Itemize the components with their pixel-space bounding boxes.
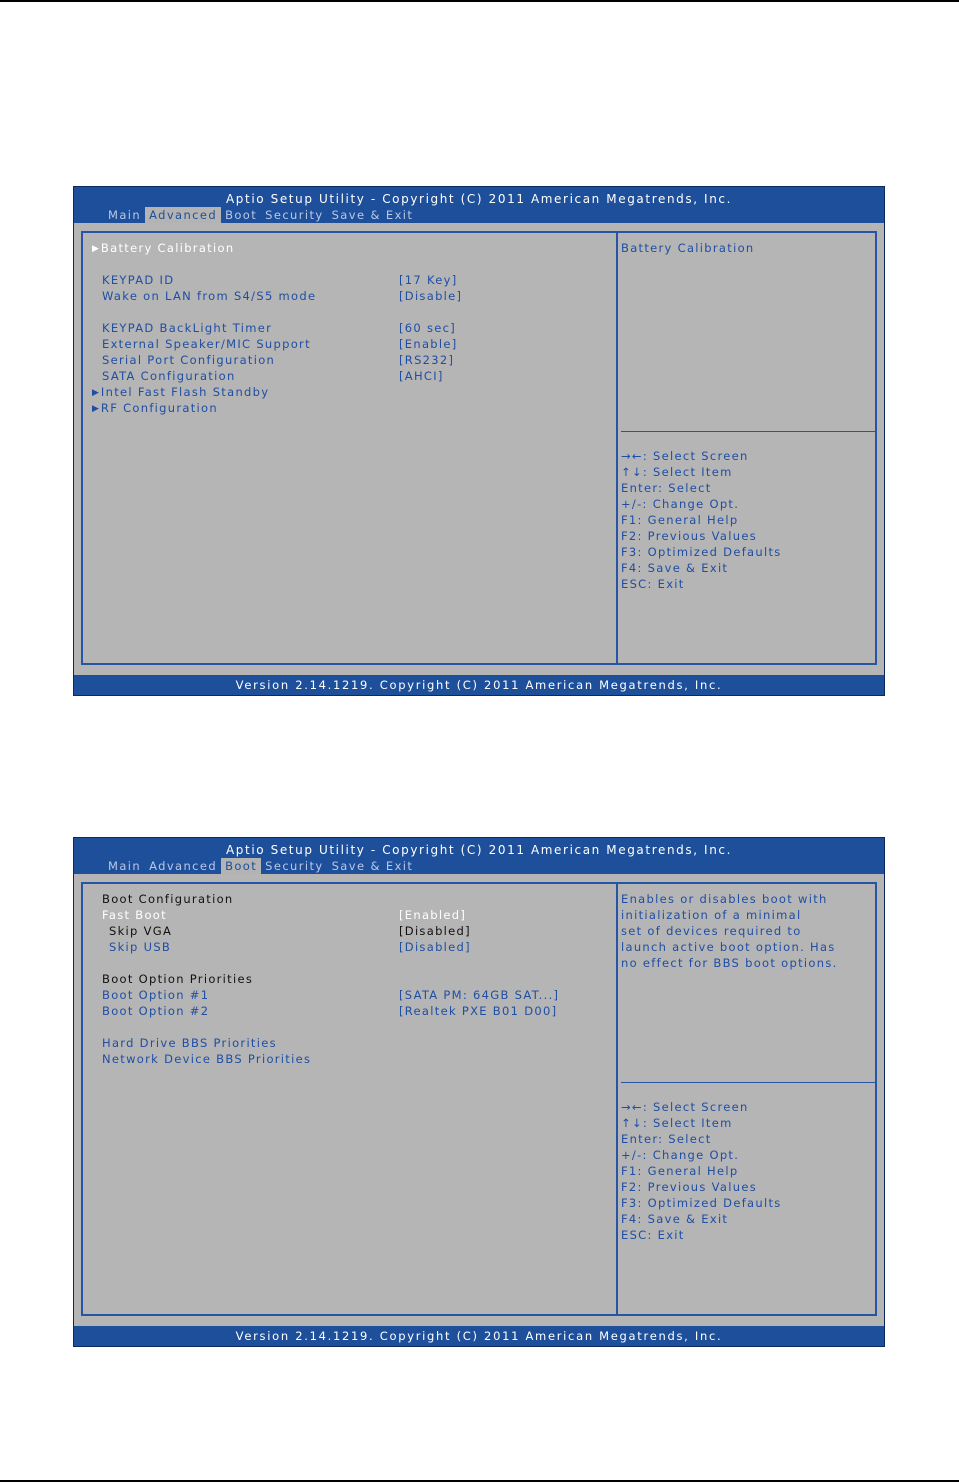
help-line: set of devices required to — [621, 924, 802, 938]
key-help-list — [621, 1099, 782, 1243]
help-separator — [621, 431, 877, 432]
bios-title: Aptio Setup Utility - Copyright (C) 2011 American Megatrends, Inc. — [225, 192, 733, 206]
key-help-line: Enter: Select — [621, 1132, 712, 1146]
submenu-arrow-icon: ▶ — [92, 244, 99, 254]
tab-security[interactable]: Security — [265, 859, 324, 873]
key-help-line: ↑↓: Select Item — [621, 465, 733, 479]
key-help-line: F2: Previous Values — [621, 529, 757, 543]
setting-boot-option-2-label[interactable]: Boot Option #2 — [102, 1004, 210, 1018]
key-help-line: F1: General Help — [621, 513, 739, 527]
bios-footer: Version 2.14.1219. Copyright (C) 2011 American Megatrends, Inc. — [235, 678, 723, 692]
setting-fast-boot-label[interactable]: Fast Boot — [102, 908, 167, 922]
key-help-line: F2: Previous Values — [621, 1180, 757, 1194]
bios-footer: Version 2.14.1219. Copyright (C) 2011 American Megatrends, Inc. — [235, 1329, 723, 1343]
setting-fast-boot-value[interactable]: [Enabled] — [399, 908, 467, 922]
key-help-line: ESC: Exit — [621, 1228, 685, 1242]
menu-item-rf-configuration[interactable]: ▶ RF Configuration — [92, 401, 218, 415]
settings-frame — [81, 882, 877, 1316]
key-help-line: F4: Save & Exit — [621, 1212, 729, 1226]
help-line: launch active boot option. Has — [621, 940, 836, 954]
panel-divider — [616, 233, 618, 663]
page-top-rule — [0, 0, 959, 2]
setting-skip-usb-value[interactable]: [Disabled] — [399, 940, 471, 954]
key-help-line: F1: General Help — [621, 1164, 739, 1178]
key-help-line: F4: Save & Exit — [621, 561, 729, 575]
bios-title: Aptio Setup Utility - Copyright (C) 2011 American Megatrends, Inc. — [225, 843, 733, 857]
key-help-line: +/-: Change Opt. — [621, 1148, 740, 1162]
help-text — [621, 240, 755, 256]
setting-skip-usb-label[interactable]: Skip USB — [109, 940, 172, 954]
section-boot-option-priorities: Boot Option Priorities — [102, 972, 254, 986]
tab-advanced[interactable]: Advanced — [145, 207, 221, 223]
tab-main[interactable]: Main — [108, 859, 142, 873]
setting-external-speaker-label[interactable]: External Speaker/MIC Support — [102, 337, 311, 351]
menu-item-network-device-bbs[interactable]: Network Device BBS Priorities — [102, 1052, 312, 1066]
tab-security[interactable]: Security — [265, 208, 324, 222]
setting-skip-vga-label[interactable]: Skip VGA — [109, 924, 173, 938]
setting-keypad-id-label[interactable]: KEYPAD ID — [102, 273, 175, 287]
settings-panel — [74, 223, 884, 675]
setting-serial-port-label[interactable]: Serial Port Configuration — [102, 353, 276, 367]
submenu-arrow-icon: ▶ — [92, 404, 99, 414]
submenu-arrow-icon: ▶ — [92, 388, 99, 398]
help-line: Battery Calibration — [621, 241, 755, 255]
setting-sata-configuration-value[interactable]: [AHCI] — [399, 369, 444, 383]
tab-save-exit[interactable]: Save & Exit — [331, 859, 414, 873]
panel-divider — [616, 884, 618, 1314]
settings-frame — [81, 231, 877, 665]
setting-external-speaker-value[interactable]: [Enable] — [399, 337, 458, 351]
bios-screen-advanced — [73, 186, 885, 696]
key-help-list — [621, 448, 782, 592]
tab-boot[interactable]: Boot — [225, 208, 258, 222]
key-help-line: ↑↓: Select Item — [621, 1116, 733, 1130]
tab-save-exit[interactable]: Save & Exit — [331, 208, 414, 222]
key-help-line: ESC: Exit — [621, 577, 685, 591]
setting-boot-option-2-value[interactable]: [Realtek PXE B01 D00] — [399, 1004, 558, 1018]
tab-bar — [104, 858, 417, 874]
setting-skip-vga-value[interactable]: [Disabled] — [399, 924, 471, 938]
help-line: Enables or disables boot with — [621, 892, 828, 906]
help-line: initialization of a minimal — [621, 908, 802, 922]
help-separator — [621, 1082, 877, 1083]
menu-item-battery-calibration[interactable]: ▶ Battery Calibration — [92, 241, 235, 255]
section-boot-configuration: Boot Configuration — [102, 892, 234, 906]
setting-keypad-backlight-value[interactable]: [60 sec] — [399, 321, 457, 335]
tab-advanced[interactable]: Advanced — [149, 859, 218, 873]
tab-bar — [104, 207, 417, 223]
help-text — [621, 891, 838, 971]
setting-serial-port-value[interactable]: [RS232] — [399, 353, 455, 367]
key-help-line: F3: Optimized Defaults — [621, 1196, 782, 1210]
setting-keypad-id-value[interactable]: [17 Key] — [399, 273, 458, 287]
key-help-line: Enter: Select — [621, 481, 712, 495]
key-help-line: +/-: Change Opt. — [621, 497, 740, 511]
menu-item-intel-fast-flash[interactable]: ▶ Intel Fast Flash Standby — [92, 385, 270, 399]
key-help-line: →←: Select Screen — [621, 449, 749, 463]
tab-boot[interactable]: Boot — [221, 858, 261, 874]
help-line: no effect for BBS boot options. — [621, 956, 838, 970]
settings-panel — [74, 874, 884, 1326]
setting-boot-option-1-label[interactable]: Boot Option #1 — [102, 988, 210, 1002]
setting-keypad-backlight-label[interactable]: KEYPAD BackLight Timer — [102, 321, 273, 335]
tab-main[interactable]: Main — [108, 208, 142, 222]
key-help-line: →←: Select Screen — [621, 1100, 749, 1114]
menu-item-hard-drive-bbs[interactable]: Hard Drive BBS Priorities — [102, 1036, 277, 1050]
setting-sata-configuration-label[interactable]: SATA Configuration — [102, 369, 236, 383]
setting-boot-option-1-value[interactable]: [SATA PM: 64GB SAT...] — [399, 988, 560, 1002]
key-help-line: F3: Optimized Defaults — [621, 545, 782, 559]
page-bottom-rule — [0, 1480, 959, 1482]
bios-screen-boot — [73, 837, 885, 1347]
setting-wake-on-lan-value[interactable]: [Disable] — [399, 289, 463, 303]
setting-wake-on-lan-label[interactable]: Wake on LAN from S4/S5 mode — [102, 289, 317, 303]
